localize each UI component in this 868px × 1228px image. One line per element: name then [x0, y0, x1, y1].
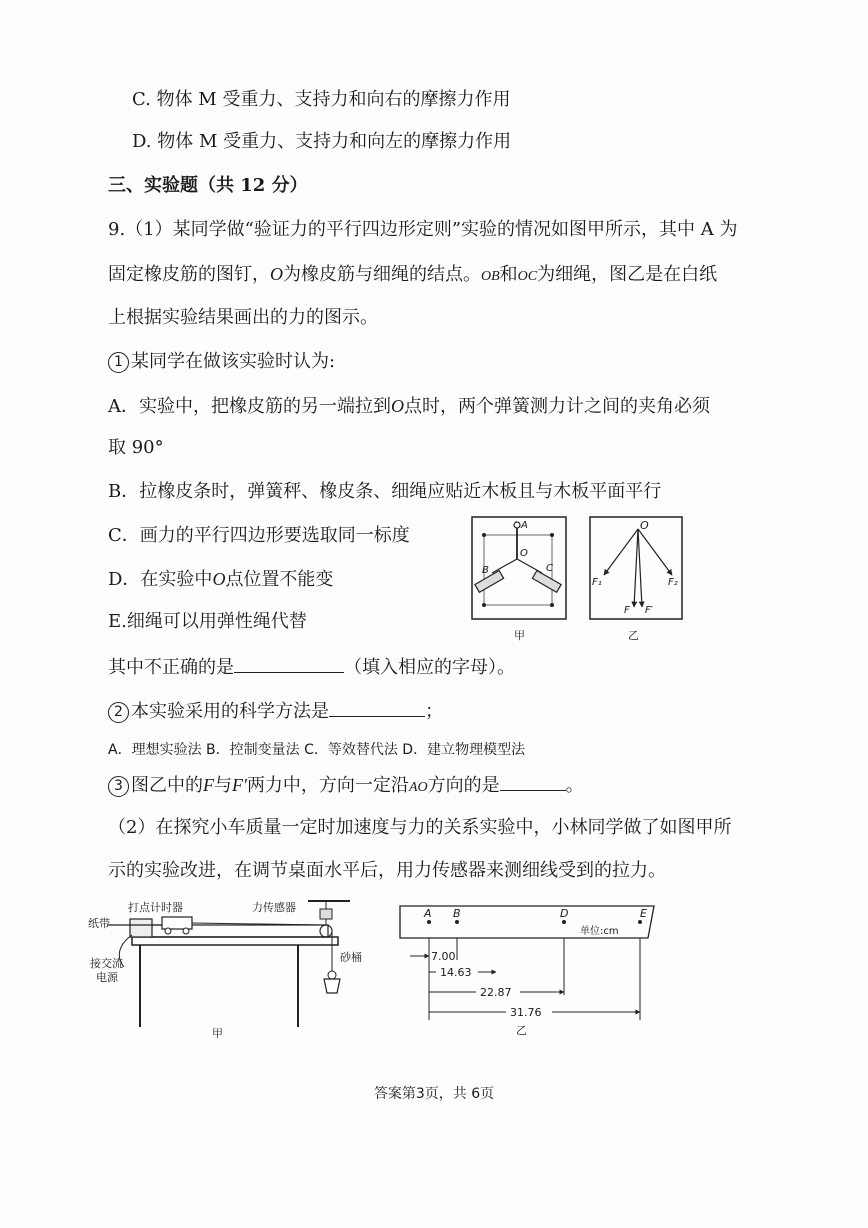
force-f2 [638, 529, 672, 575]
sub-question-3 [108, 772, 584, 800]
punctuation: 。 [565, 775, 584, 796]
tape-dot [562, 920, 566, 924]
intro-text: 固定橡皮筋的图钉， [108, 264, 270, 285]
method-options: A．理想实验法 B．控制变量法 C．等效替代法 D．建立物理模型法 [108, 742, 526, 758]
circled-number-3: 3 [108, 776, 129, 797]
label-power-line1: 接交流 [90, 957, 123, 970]
statement-text: 点位置不能变 [225, 569, 334, 590]
label-f2: F₂ [668, 577, 678, 588]
statement-e: E.细绳可以用弹性绳代替 [108, 611, 307, 632]
circled-number-2: 2 [108, 702, 129, 723]
label-c: C [546, 563, 553, 574]
answer-blank-3[interactable] [500, 772, 566, 791]
distance-label: 22.87 [480, 986, 512, 999]
sub-question-2 [108, 698, 443, 724]
pin-a [514, 522, 520, 528]
point-o-symbol: O [391, 396, 404, 416]
statement-c: C．画力的平行四边形要选取同一标度 [108, 525, 410, 546]
statement-text: A．实验中，把橡皮筋的另一端拉到 [108, 396, 391, 417]
fill-text: （填入相应的字母）。 [344, 657, 515, 678]
intro-text: 为橡皮筋与细绳的结点。 [283, 264, 481, 285]
distance-label: 7.00 [431, 950, 456, 963]
statement-text: D．在实验中 [108, 569, 213, 590]
label-power-line2: 电源 [96, 971, 118, 984]
tape-dot [427, 920, 431, 924]
label-f1: F₁ [592, 577, 602, 588]
paper-outline [484, 535, 552, 605]
sub-question-text: 方向的是 [427, 775, 500, 796]
punctuation: ； [425, 701, 443, 722]
string-ob [492, 559, 517, 573]
force-f-prime [638, 529, 642, 607]
force-f-prime-symbol: F′ [232, 775, 247, 795]
figure-caption: 甲 [212, 1027, 223, 1040]
sub-question-text: 某同学在做该实验时认为: [131, 351, 336, 372]
figure-caption: 甲 [514, 629, 525, 642]
figure-cart-setup [88, 895, 378, 1045]
force-f1 [604, 529, 638, 575]
fill-text: 其中不正确的是 [108, 657, 234, 678]
statement-a [108, 394, 710, 419]
figure-caption: 乙 [516, 1024, 527, 1037]
force-f [634, 529, 638, 607]
point-label: B [453, 907, 461, 920]
pin [550, 533, 554, 537]
bucket-pulley [328, 971, 336, 979]
pin [482, 603, 486, 607]
unit-label: 单位:cm [580, 926, 619, 937]
oc-symbol: OC [517, 269, 538, 284]
wheel [183, 928, 189, 934]
point-o-symbol: O [212, 569, 226, 589]
fill-in-1 [108, 654, 515, 680]
label-bucket: 砂桶 [340, 951, 362, 964]
q8-option-d: D. 物体 M 受重力、支持力和向左的摩擦力作用 [132, 131, 512, 152]
statement-text: 点时，两个弹簧测力计之间的夹角必须 [404, 396, 710, 417]
intro-text: 和 [499, 264, 518, 285]
statement-b: B．拉橡皮条时，弹簧秤、橡皮条、细绳应贴近木板且与木板平面平行 [108, 481, 662, 502]
label-tape: 纸带 [88, 917, 110, 930]
label-o: O [640, 519, 649, 532]
answer-blank-2[interactable] [329, 698, 425, 717]
timer [130, 919, 152, 937]
figure-yi-forces [588, 515, 688, 645]
wheel [165, 928, 171, 934]
answer-blank-1[interactable] [234, 654, 344, 673]
sand-bucket [324, 979, 340, 993]
point-o-symbol: O [270, 264, 283, 284]
part2-line1: （2）在探究小车质量一定时加速度与力的关系实验中，小林同学做了如图甲所 [108, 817, 732, 838]
statement-a-continued: 取 90° [108, 437, 164, 458]
point-label: E [640, 907, 647, 920]
label-a: A [521, 520, 528, 531]
intro-text: 为细绳，图乙是在白纸 [537, 264, 718, 285]
pin [550, 603, 554, 607]
ob-symbol: OB [481, 269, 500, 284]
sub-question-text: 本实验采用的科学方法是 [131, 701, 329, 722]
distance-label: 31.76 [510, 1006, 542, 1019]
figure-paper-tape [396, 900, 666, 1040]
pulley [320, 925, 332, 937]
pin [482, 533, 486, 537]
label-b: B [482, 565, 489, 576]
tape-dot [455, 920, 459, 924]
page-footer: 答案第3页，共 6页 [373, 1086, 495, 1102]
point-label: A [424, 907, 432, 920]
q9-intro-line1: 9.（1）某同学做“验证力的平行四边形定则”实验的情况如图甲所示，其中 A 为 [108, 219, 738, 240]
q9-intro-line2 [108, 262, 717, 289]
q8-option-c: C. 物体 M 受重力、支持力和向右的摩擦力作用 [132, 89, 511, 110]
distance-label: 14.63 [440, 966, 472, 979]
q9-intro-line3: 上根据实验结果画出的力的图示。 [108, 307, 378, 328]
point-label: D [560, 907, 569, 920]
section-title: 三、实验题（共 12 分） [108, 175, 308, 196]
force-f-symbol: F [203, 775, 214, 795]
tape-dot [638, 920, 642, 924]
statement-d [108, 567, 333, 592]
sub-question-text: 两力中，方向一定沿 [246, 775, 409, 796]
spring-scale-b [475, 571, 504, 593]
part2-line2: 示的实验改进，在调节桌面水平后，用力传感器来测细线受到的拉力。 [108, 860, 666, 881]
label-f: F [624, 605, 630, 616]
circled-number-1: 1 [108, 352, 129, 373]
figure-caption: 乙 [628, 629, 639, 642]
sub-question-text: 图乙中的 [131, 775, 203, 796]
label-sensor: 力传感器 [252, 901, 296, 914]
sub-question-text: 与 [214, 775, 232, 796]
figure-jia-board [470, 515, 570, 645]
label-f-prime: F′ [645, 605, 654, 616]
ao-symbol: AO [408, 780, 428, 795]
cart [162, 917, 192, 929]
sub-question-1 [108, 350, 335, 374]
force-sensor [320, 909, 332, 919]
label-o: O [520, 548, 528, 559]
table-top [132, 937, 338, 945]
label-timer: 打点计时器 [128, 901, 183, 914]
